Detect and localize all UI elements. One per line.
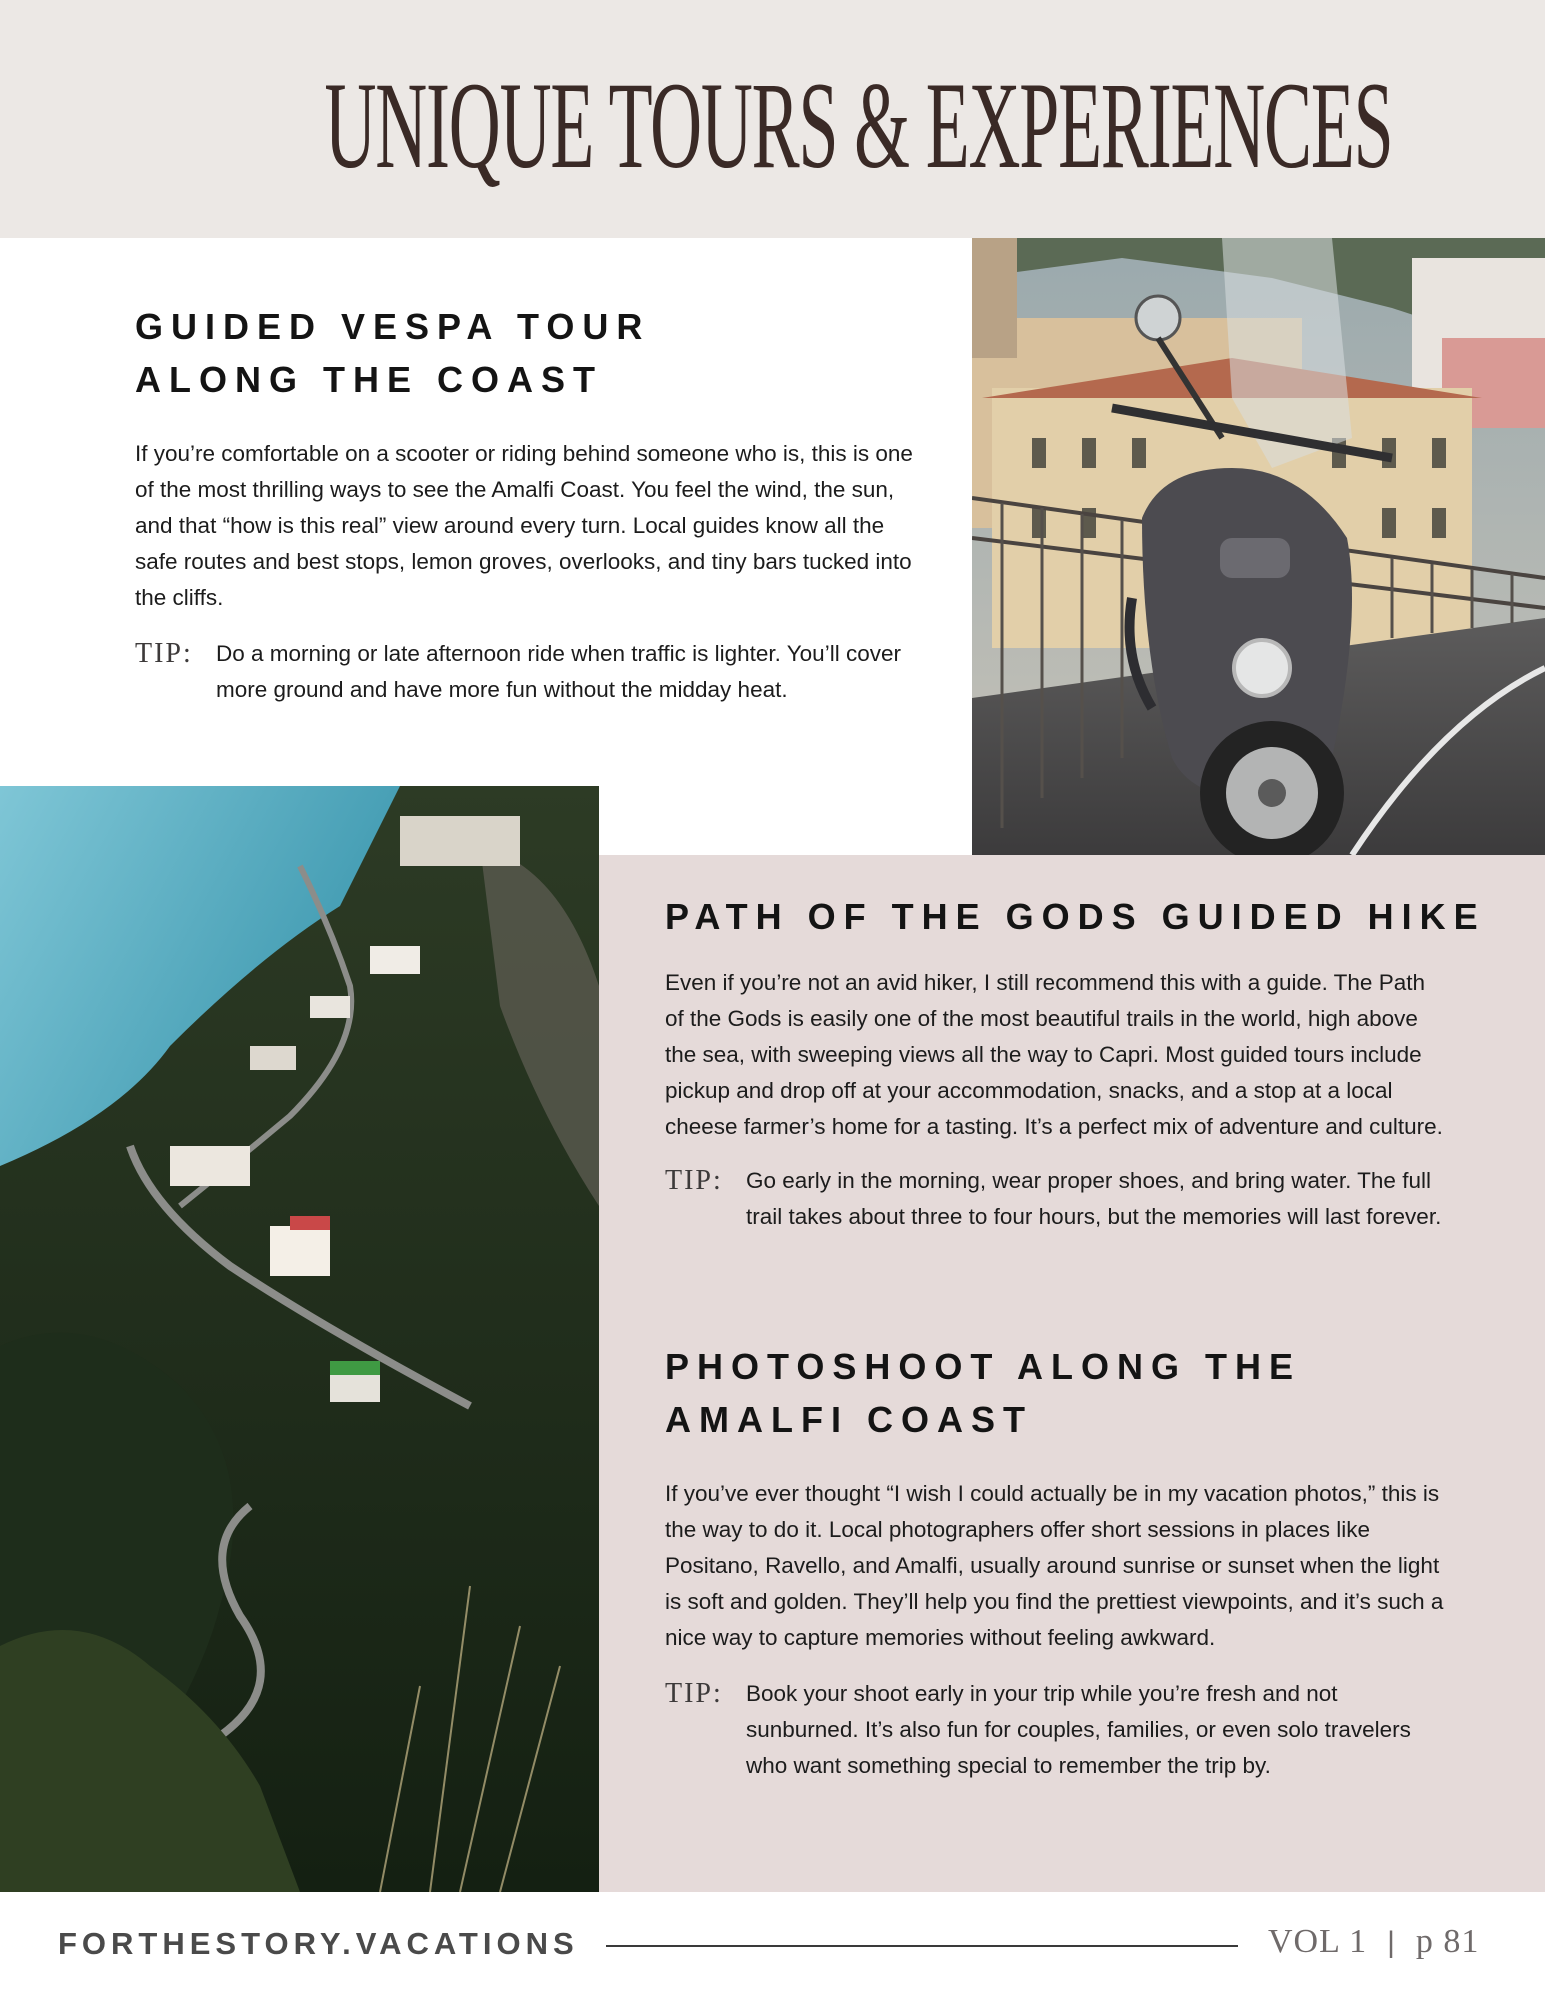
section-path-of-the-gods (665, 890, 1525, 1235)
tip-text: Go early in the morning, wear proper shoes, and bring water. The full trail takes about three to four hours, but the memories will last forever. (746, 1168, 1442, 1229)
footer-issue (1268, 1922, 1479, 1963)
page-title: UNIQUE TOURS & EXPERIENCES (324, 57, 1393, 194)
vespa-photo (972, 238, 1545, 855)
coastline-photo (0, 786, 599, 1892)
section-heading: PHOTOSHOOT ALONG THE AMALFI COAST (665, 1346, 1302, 1440)
section-vespa-tour (135, 300, 935, 708)
coastline-photo-illustration (0, 786, 599, 1892)
section-body: If you’ve ever thought “I wish I could actually be in my vacation photos,” this is the way to do it. Local photographers offer short sessions in places like Positano, Ravello, and Amalfi, usually around sunrise or sunset when the light is soft and golden. They’ll help you find the prettiest viewpoints, and it’s such a nice way to capture memories without feeling awkward. (665, 1481, 1444, 1650)
section-photoshoot (665, 1340, 1525, 1784)
tip-label: TIP: (135, 638, 193, 669)
section-body: Even if you’re not an avid hiker, I still recommend this with a guide. The Path of the Gods is easily one of the most beautiful trails in the world, high above the sea, with sweeping views all the way to Capri. Most guided tours include pickup and drop off at your accommodation, snacks, and a stop at a local cheese farmer’s home for a tasting. It’s a perfect mix of adventure and culture. (665, 970, 1443, 1139)
tip-text: Do a morning or late afternoon ride when traffic is lighter. You’ll cover more ground and have more fun without the midday heat. (216, 641, 901, 702)
section-heading: GUIDED VESPA TOUR ALONG THE COAST (135, 306, 651, 400)
section-heading: PATH OF THE GODS GUIDED HIKE (665, 896, 1486, 937)
tip-block (665, 1163, 1445, 1235)
footer-volume: VOL 1 (1268, 1923, 1368, 1960)
page-header (0, 0, 1545, 238)
vespa-photo-illustration (972, 238, 1545, 855)
section-body: If you’re comfortable on a scooter or riding behind someone who is, this is one of the most thrilling ways to see the Amalfi Coast. You feel the wind, the sun, and that “how is this real” view around every turn. Local guides know all the safe routes and best stops, lemon groves, overlooks, and tiny bars tucked into the cliffs. (135, 441, 913, 610)
page-footer (0, 1892, 1545, 2000)
footer-page-number: p 81 (1415, 1923, 1480, 1960)
tip-block (665, 1676, 1455, 1784)
tip-label: TIP: (665, 1678, 723, 1709)
footer-site: FORTHESTORY.VACATIONS (58, 1926, 579, 1961)
tip-text: Book your shoot early in your trip while you’re fresh and not sunburned. It’s also fun for couples, families, or even solo travelers who want something special to remember the trip by. (746, 1681, 1411, 1778)
footer-divider (606, 1945, 1238, 1947)
tip-block (135, 636, 925, 708)
tip-label: TIP: (665, 1165, 723, 1196)
footer-separator: | (1387, 1926, 1396, 1959)
